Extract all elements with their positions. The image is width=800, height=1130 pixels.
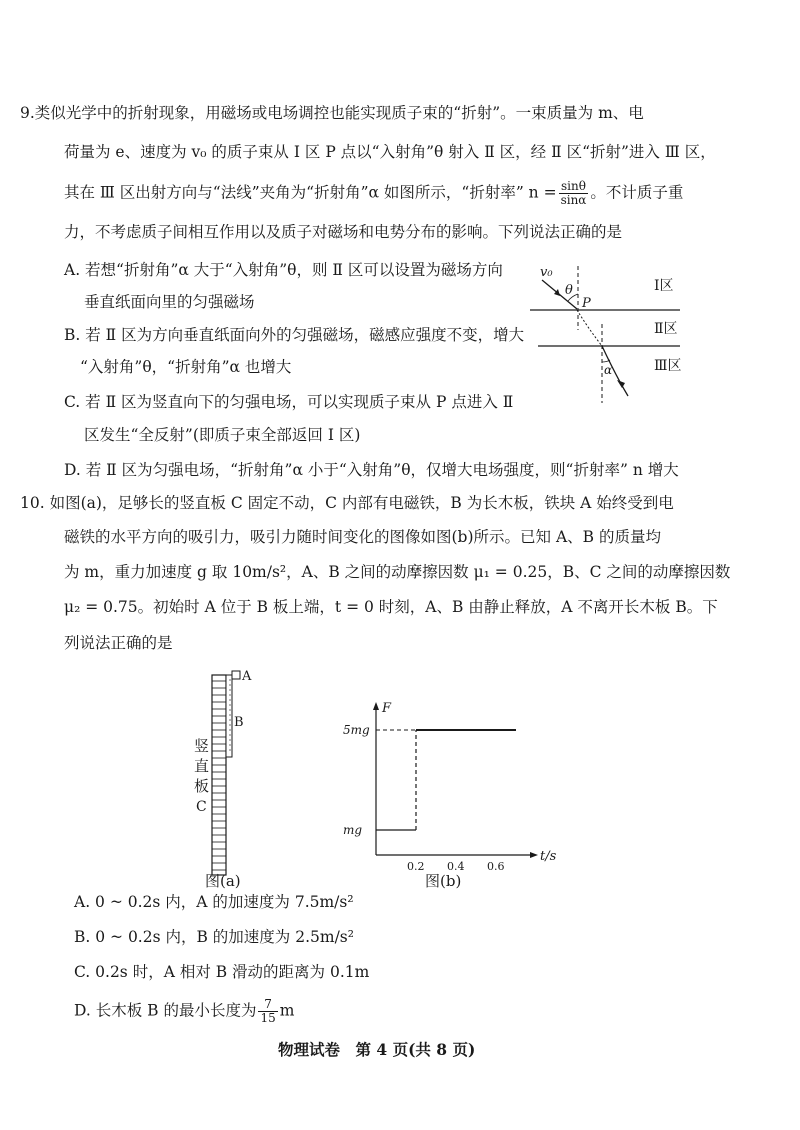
refraction-diagram: [530, 258, 690, 408]
beam-in-region-2: [577, 310, 602, 346]
y-tick-label: mg: [343, 823, 363, 837]
q9-line-4: 力，不考虑质子间相互作用以及质子对磁场和电势分布的影响。下列说法正确的是: [64, 223, 623, 241]
board-label-char-3: 板: [194, 777, 210, 795]
q9-line-3-text: 其在 Ⅲ 区出射方向与“法线”夹角为“折射角”α 如图所示，“折射率” n =: [64, 183, 557, 202]
iron-block-a: [232, 671, 240, 679]
figure-a-caption: 图(a): [205, 872, 241, 890]
board-c: [212, 675, 226, 875]
x-axis-arrow: [530, 852, 538, 858]
q9-option-a: A. 若想“折射角”α 大于“入射角”θ，则 Ⅱ 区可以设置为磁场方向: [64, 261, 503, 279]
q10-option-b: B. 0 ~ 0.2s 内，B 的加速度为 2.5m/s²: [74, 928, 354, 946]
q9-line-3-tail: 。不计质子重: [590, 183, 684, 202]
long-board-b: [226, 675, 232, 757]
x-tick-label: 0.2: [407, 860, 425, 873]
y-tick-label: 5mg: [343, 723, 370, 737]
region-1-label: Ⅰ区: [654, 278, 674, 294]
page-footer: 物理试卷 第 4 页(共 8 页): [278, 1040, 476, 1059]
figure-b-caption: 图(b): [425, 872, 462, 890]
refracted-arrow-head: [617, 380, 625, 388]
q10-option-d: [74, 998, 294, 1025]
q10-line-4: μ₂ = 0.75。初始时 A 位于 B 板上端，t = 0 时刻，A、B 由静止释放，A 不离开长木板 B。下: [64, 598, 718, 616]
q9-option-b: B. 若 Ⅱ 区为方向垂直纸面向外的匀强磁场，磁感应强度不变，增大: [64, 326, 525, 344]
board-label-char-2: 直: [194, 757, 210, 775]
board-label-char-1: 竖: [194, 737, 210, 755]
q9-option-d: D. 若 Ⅱ 区为匀强电场，“折射角”α 小于“入射角”θ，仅增大电场强度，则“折射率” n 增大: [64, 461, 679, 479]
q9-line-3: [64, 180, 683, 207]
q9-line-1: 9.类似光学中的折射现象，用磁场或电场调控也能实现质子束的“折射”。一束质量为 m、电: [20, 104, 644, 122]
q9-option-c: C. 若 Ⅱ 区为竖直向下的匀强电场，可以实现质子束从 P 点进入 Ⅱ: [64, 393, 514, 411]
min-length-fraction: [258, 998, 277, 1025]
q9-option-b-cont: “入射角”θ，“折射角”α 也增大: [80, 358, 292, 376]
region-2-label: Ⅱ区: [654, 321, 678, 337]
theta-label: θ: [565, 283, 573, 298]
board-label-char-4: C: [196, 799, 207, 815]
alpha-arc: [602, 360, 610, 362]
refraction-index-fraction: [559, 180, 589, 207]
q10-line-3: 为 m，重力加速度 g 取 10m/s²，A、B 之间的动摩擦因数 μ₁ = 0.25，B、C 之间的动摩擦因数: [64, 563, 731, 581]
q10-line-5: 列说法正确的是: [64, 634, 173, 652]
q9-option-c-cont: 区发生“全反射”(即质子束全部返回 Ⅰ 区): [84, 426, 361, 444]
q10-option-c: C. 0.2s 时，A 相对 B 滑动的距离为 0.1m: [74, 963, 370, 981]
x-axis-label: t/s: [540, 849, 557, 864]
figure-b-chart: [340, 700, 557, 873]
figure-a-board: [190, 665, 270, 885]
label-b: B: [234, 715, 244, 730]
alpha-label: α: [604, 363, 613, 377]
region-3-label: Ⅲ区: [654, 358, 682, 374]
fraction-numerator: 7: [258, 998, 277, 1012]
y-axis-arrow: [373, 702, 379, 710]
fraction-denominator: 15: [260, 1011, 276, 1025]
fraction-denominator: sinα: [560, 193, 587, 207]
label-a: A: [242, 669, 252, 684]
q9-option-a-cont: 垂直纸面向里的匀强磁场: [84, 293, 255, 311]
q10-line-1: 10. 如图(a)，足够长的竖直板 C 固定不动，C 内部有电磁铁，B 为长木板，铁块 A 始终受到电: [20, 494, 674, 512]
v0-label: v₀: [540, 265, 553, 280]
p-label: P: [582, 296, 591, 311]
x-tick-label: 0.6: [487, 860, 505, 873]
y-axis-label: F: [382, 701, 392, 716]
fraction-numerator: sinθ: [559, 180, 589, 194]
q9-line-2: 荷量为 e、速度为 v₀ 的质子束从 Ⅰ 区 P 点以“入射角”θ 射入 Ⅱ 区，经 Ⅱ 区“折射”进入 Ⅲ 区，: [64, 143, 716, 161]
q10-option-d-unit: m: [279, 1001, 295, 1020]
q10-option-a: A. 0 ~ 0.2s 内，A 的加速度为 7.5m/s²: [74, 893, 354, 911]
q10-line-2: 磁铁的水平方向的吸引力，吸引力随时间变化的图像如图(b)所示。已知 A、B 的质量均: [64, 528, 661, 546]
q10-option-d-text: D. 长木板 B 的最小长度为: [74, 1001, 257, 1020]
x-tick-label: 0.4: [447, 860, 465, 873]
